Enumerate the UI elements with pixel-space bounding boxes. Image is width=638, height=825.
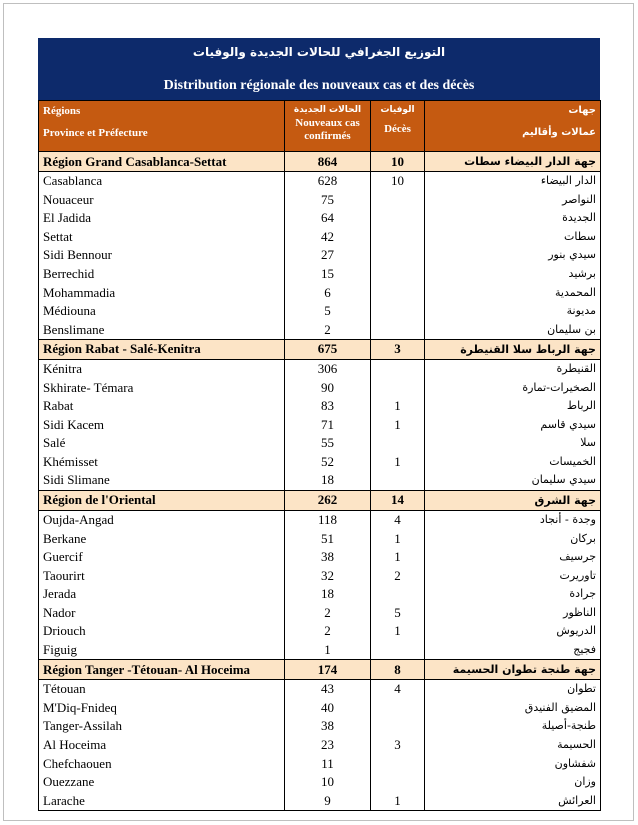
table-row [39, 228, 601, 247]
table-row [39, 172, 601, 191]
province-name-ar: الرباط [425, 397, 601, 416]
region-name-ar: جهة طنجة تطوان الحسيمة [425, 660, 601, 680]
province-cases: 38 [285, 548, 371, 567]
table-row [39, 320, 601, 339]
province-cases: 43 [285, 680, 371, 699]
province-name: Kénitra [39, 359, 285, 378]
province-name-ar: الحسيمة [425, 736, 601, 755]
region-name: Région Rabat - Salé-Kenitra [39, 339, 285, 359]
province-cases: 11 [285, 754, 371, 773]
province-deaths [371, 246, 425, 265]
table-row [39, 378, 601, 397]
province-name: Oujda-Angad [39, 510, 285, 529]
province-deaths [371, 699, 425, 718]
province-deaths: 10 [371, 172, 425, 191]
province-name: Settat [39, 228, 285, 247]
header-regions-ar [425, 101, 601, 152]
province-name: Driouch [39, 622, 285, 641]
province-cases: 18 [285, 585, 371, 604]
title-banner [38, 38, 600, 100]
province-name-ar: جرادة [425, 585, 601, 604]
header-regions [39, 101, 285, 152]
province-name-ar: المضيق الفنيدق [425, 699, 601, 718]
region-deaths: 3 [371, 339, 425, 359]
province-deaths: 4 [371, 680, 425, 699]
region-row [39, 660, 601, 680]
province-deaths: 1 [371, 548, 425, 567]
province-cases: 2 [285, 320, 371, 339]
province-name: Al Hoceima [39, 736, 285, 755]
province-name-ar: سلا [425, 434, 601, 453]
province-name: Sidi Bennour [39, 246, 285, 265]
province-deaths [371, 209, 425, 228]
province-name-ar: القنيطرة [425, 359, 601, 378]
header-deaths [371, 101, 425, 152]
table-row [39, 359, 601, 378]
title-arabic: التوزيع الجغرافي للحالات الجديدة والوفيات [192, 45, 446, 59]
table-row [39, 471, 601, 490]
province-name-ar: النواصر [425, 191, 601, 210]
province-name-ar: تطوان [425, 680, 601, 699]
region-cases: 864 [285, 152, 371, 172]
header-provinces-ar-label: عمالات وأقاليم [522, 127, 596, 138]
table-row [39, 434, 601, 453]
table-row [39, 283, 601, 302]
province-deaths: 3 [371, 736, 425, 755]
province-cases: 118 [285, 510, 371, 529]
province-name-ar: وزان [425, 773, 601, 792]
province-name-ar: المحمدية [425, 283, 601, 302]
province-name: M'Diq-Fnideq [39, 699, 285, 718]
province-deaths [371, 283, 425, 302]
province-name: Tanger-Assilah [39, 717, 285, 736]
province-cases: 71 [285, 416, 371, 435]
province-cases: 1 [285, 641, 371, 660]
province-deaths: 4 [371, 510, 425, 529]
table-row [39, 453, 601, 472]
province-name: Berkane [39, 529, 285, 548]
province-name-ar: الجديدة [425, 209, 601, 228]
province-cases: 55 [285, 434, 371, 453]
province-name: Chefchaouen [39, 754, 285, 773]
table-row [39, 773, 601, 792]
region-name-ar: جهة الدار البيضاء سطات [425, 152, 601, 172]
table-row [39, 585, 601, 604]
province-cases: 2 [285, 603, 371, 622]
province-deaths: 5 [371, 603, 425, 622]
table-row [39, 791, 601, 810]
province-name: Sidi Slimane [39, 471, 285, 490]
province-name: El Jadida [39, 209, 285, 228]
province-cases: 628 [285, 172, 371, 191]
province-cases: 10 [285, 773, 371, 792]
region-name: Région Grand Casablanca-Settat [39, 152, 285, 172]
province-name-ar: سيدي قاسم [425, 416, 601, 435]
title-french: Distribution régionale des nouveaux cas et des décès [163, 78, 475, 93]
table-row [39, 680, 601, 699]
header-deaths-ar: الوفيات [380, 105, 415, 115]
table-row [39, 641, 601, 660]
province-name-ar: سيدي سليمان [425, 471, 601, 490]
region-cases: 174 [285, 660, 371, 680]
table-header-row [39, 101, 601, 152]
province-name: Khémisset [39, 453, 285, 472]
table-row [39, 397, 601, 416]
province-name: Skhirate- Témara [39, 378, 285, 397]
province-cases: 52 [285, 453, 371, 472]
province-deaths [371, 641, 425, 660]
province-name: Ouezzane [39, 773, 285, 792]
province-name: Mohammadia [39, 283, 285, 302]
province-name-ar: طنجة-أصيلة [425, 717, 601, 736]
province-name: Médiouna [39, 302, 285, 321]
province-deaths [371, 302, 425, 321]
province-name-ar: بن سليمان [425, 320, 601, 339]
table-row [39, 246, 601, 265]
province-deaths [371, 378, 425, 397]
province-cases: 2 [285, 622, 371, 641]
province-name: Benslimane [39, 320, 285, 339]
province-name: Nador [39, 603, 285, 622]
province-name-ar: شفشاون [425, 754, 601, 773]
table-row [39, 302, 601, 321]
province-name-ar: بركان [425, 529, 601, 548]
province-deaths [371, 754, 425, 773]
header-new-cases-fr: Nouveaux cas confirmés [295, 117, 360, 142]
header-regions-label: Régions [43, 105, 81, 117]
region-cases: 675 [285, 339, 371, 359]
province-name-ar: الصخيرات-تمارة [425, 378, 601, 397]
province-name: Rabat [39, 397, 285, 416]
region-row [39, 490, 601, 510]
province-cases: 75 [285, 191, 371, 210]
table-row [39, 191, 601, 210]
province-name: Figuig [39, 641, 285, 660]
province-name-ar: الخميسات [425, 453, 601, 472]
province-deaths: 1 [371, 453, 425, 472]
province-deaths [371, 717, 425, 736]
province-name-ar: الناظور [425, 603, 601, 622]
province-name: Tétouan [39, 680, 285, 699]
province-name-ar: تاوريرت [425, 566, 601, 585]
province-name-ar: العرائش [425, 791, 601, 810]
header-new-cases-ar: الحالات الجديدة [293, 105, 362, 115]
province-cases: 90 [285, 378, 371, 397]
table-row [39, 529, 601, 548]
province-deaths: 1 [371, 416, 425, 435]
province-deaths [371, 471, 425, 490]
province-name-ar: وجدة - أنجاد [425, 510, 601, 529]
province-deaths: 1 [371, 397, 425, 416]
province-name: Jerada [39, 585, 285, 604]
table-row [39, 603, 601, 622]
province-name: Taourirt [39, 566, 285, 585]
table-row [39, 699, 601, 718]
province-name-ar: سيدي بنور [425, 246, 601, 265]
province-name-ar: مديونة [425, 302, 601, 321]
province-name-ar: فجيج [425, 641, 601, 660]
province-deaths: 1 [371, 529, 425, 548]
province-cases: 64 [285, 209, 371, 228]
province-cases: 15 [285, 265, 371, 284]
province-name-ar: سطات [425, 228, 601, 247]
region-name-ar: جهة الرباط سلا القنيطرة [425, 339, 601, 359]
table-row [39, 717, 601, 736]
province-name: Berrechid [39, 265, 285, 284]
province-name-ar: جرسيف [425, 548, 601, 567]
province-cases: 18 [285, 471, 371, 490]
province-name: Guercif [39, 548, 285, 567]
table-row [39, 566, 601, 585]
province-deaths: 1 [371, 622, 425, 641]
province-deaths [371, 359, 425, 378]
province-deaths [371, 434, 425, 453]
header-deaths-fr: Décès [384, 123, 411, 135]
province-name-ar: الدريوش [425, 622, 601, 641]
province-cases: 23 [285, 736, 371, 755]
province-cases: 5 [285, 302, 371, 321]
province-cases: 40 [285, 699, 371, 718]
province-deaths [371, 773, 425, 792]
table-row [39, 754, 601, 773]
province-name: Nouaceur [39, 191, 285, 210]
table-row [39, 416, 601, 435]
region-row [39, 152, 601, 172]
province-cases: 51 [285, 529, 371, 548]
region-row [39, 339, 601, 359]
province-cases: 42 [285, 228, 371, 247]
province-cases: 9 [285, 791, 371, 810]
province-cases: 306 [285, 359, 371, 378]
region-deaths: 10 [371, 152, 425, 172]
region-deaths: 14 [371, 490, 425, 510]
table-row [39, 265, 601, 284]
province-cases: 83 [285, 397, 371, 416]
region-name-ar: جهة الشرق [425, 490, 601, 510]
province-deaths [371, 585, 425, 604]
table-row [39, 209, 601, 228]
province-name: Larache [39, 791, 285, 810]
province-name: Casablanca [39, 172, 285, 191]
province-deaths: 1 [371, 791, 425, 810]
table-row [39, 736, 601, 755]
region-deaths: 8 [371, 660, 425, 680]
province-deaths [371, 265, 425, 284]
province-deaths [371, 320, 425, 339]
table-row [39, 510, 601, 529]
province-name-ar: الدار البيضاء [425, 172, 601, 191]
province-deaths: 2 [371, 566, 425, 585]
province-name-ar: برشيد [425, 265, 601, 284]
region-name: Région de l'Oriental [39, 490, 285, 510]
province-deaths [371, 191, 425, 210]
province-cases: 6 [285, 283, 371, 302]
province-name: Salé [39, 434, 285, 453]
header-province-label: Province et Préfecture [43, 127, 148, 139]
header-regions-ar-label: جهات [568, 105, 596, 116]
province-name: Sidi Kacem [39, 416, 285, 435]
region-cases: 262 [285, 490, 371, 510]
table-row [39, 622, 601, 641]
province-cases: 38 [285, 717, 371, 736]
province-cases: 27 [285, 246, 371, 265]
region-name: Région Tanger -Tétouan- Al Hoceima [39, 660, 285, 680]
province-deaths [371, 228, 425, 247]
table-row [39, 548, 601, 567]
header-new-cases [285, 101, 371, 152]
province-cases: 32 [285, 566, 371, 585]
regional-distribution-table [38, 100, 601, 811]
